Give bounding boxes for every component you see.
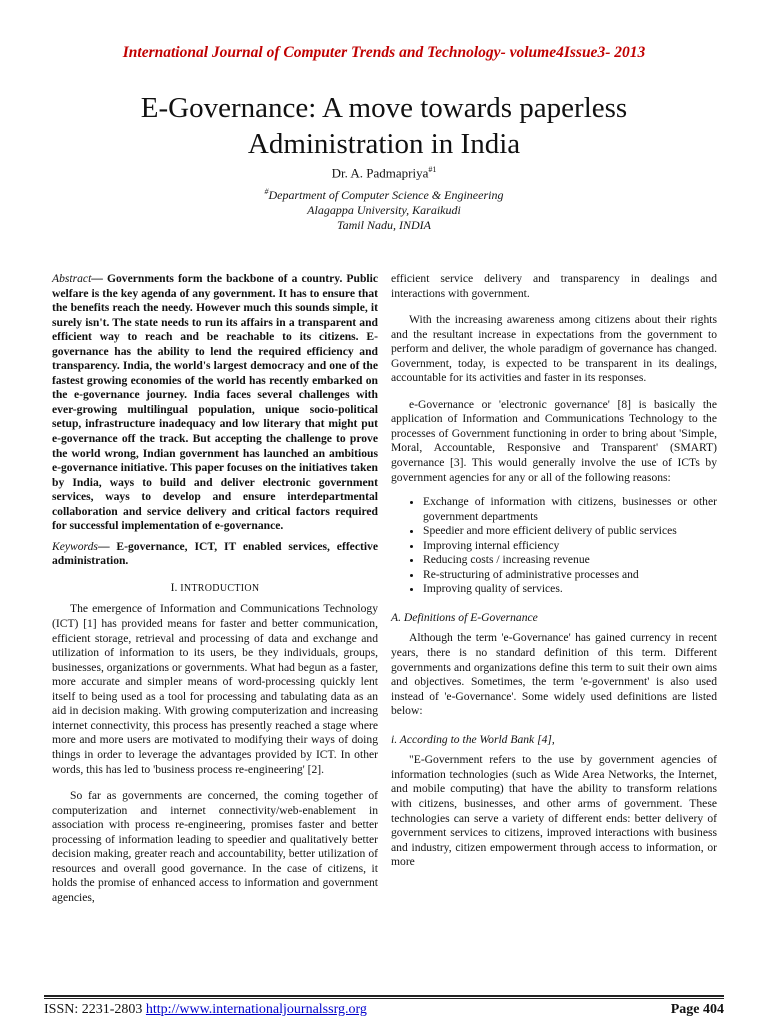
keywords-label: Keywords (52, 539, 98, 553)
affiliation-department: #Department of Computer Science & Engineering (264, 187, 504, 202)
abstract (52, 272, 378, 534)
right-paragraph-3: e-Governance or 'electronic governance' [8] is basically the application of Information and Communications Technology to the processes of Government functioning in order to bring about 'Simple, Moral, Accountable, Responsive and Transparent' (SMART) governance [3]. This would generally involve the use of ICTs by government agencies for any or all of the following reasons: (391, 397, 717, 484)
author-superscript: #1 (428, 165, 437, 174)
keywords-text: — E-governance, ICT, IT enabled services, effective administration. (52, 539, 378, 568)
affiliation-university: Alagappa University, Karaikudi (307, 203, 461, 217)
author-name: Dr. A. Padmapriya (331, 165, 429, 181)
author (0, 165, 768, 181)
footer-url-link[interactable]: http://www.internationaljournalssrg.org (145, 1002, 367, 1017)
list-item: • Reducing costs / increasing revenue (423, 553, 717, 568)
section-heading-introduction: I. INTRODUCTION (170, 580, 260, 594)
keywords (52, 540, 378, 569)
title-line-1: E-Governance: A move towards paperless (140, 92, 628, 124)
list-item: • Improving quality of services. (423, 582, 717, 597)
right-paragraph-4: Although the term 'e-Governance' has gained currency in recent years, there is no standard definition of this term. Different governments and organizations define this term to suit their own aims and objectives. Sometimes, the term 'e-government' is also used instead of 'e-Governance'. Some widely used definitions are listed below: (391, 631, 717, 718)
footer-divider (44, 995, 724, 997)
affiliation-location: Tamil Nadu, INDIA (337, 218, 431, 232)
title-line-2: Administration in India (247, 128, 521, 160)
footer-divider-thin (44, 998, 724, 999)
paper-title (0, 90, 768, 162)
journal-header: International Journal of Computer Trends and Technology- volume4Issue3- 2013 (122, 44, 646, 61)
subsection-heading-definitions: A. Definitions of E-Governance (391, 610, 538, 624)
right-paragraph-1: efficient service delivery and transparency in dealings and interactions with government. (391, 272, 717, 300)
footer-page-number: Page 404 (670, 1002, 724, 1017)
intro-paragraph-2: So far as governments are concerned, the coming together of computerization and internet connectivity/web-enablement in association with process re-engineering, promises faster and better processing of information leading to speedier and qualitatively better decision making, greater reach and accountability, better utilization of resources and overall good governance. In the case of citizens, it holds the promise of enhanced access to information and government agencies, (52, 789, 378, 904)
left-column (52, 272, 378, 905)
abstract-text: — Governments form the backbone of a country. Public welfare is the key agenda of any government. It has to ensure that the benefits reach the needy. However much this sounds simple, it surely isn't. The state needs to run its affairs in a transparent and efficient way to reach and be reachable to its citizens. E-governance has the ability to lend the required efficiency and transparency. India, the world's largest democracy and one of the fastest growing economies of the world has recently embarked on the e-governance journey. India faces several challenges with ever-growing multilingual population, unique socio-political setup, infrastructure inadequacy and low literary that might put e-governance off the track. But accepting the challenge to prove the world wrong, Indian government has launched an ambitious e-governance initiative. This paper focuses on the initiatives taken by India, ways to build and deliver electronic government services, ways to develop and ensure interdepartmental collaboration and service delivery and critical factors required for successful implementation of e-governance. (52, 272, 378, 533)
abstract-label: Abstract (52, 272, 92, 285)
list-item: • Re-structuring of administrative processes and (423, 568, 717, 583)
intro-paragraph-1: The emergence of Information and Communications Technology (ICT) [1] has provided means for faster and better communication, efficient storage, retrieval and processing of data and exchange and utilization of information to its users, be they individuals, groups, businesses, organizations or governments. What had begun as a faster, more accurate and simpler means of word-processing quickly lent itself to being used as a tool for processing and tabulating data as an aid in decision making. With growing computerization and increasing internet connectivity, this process has presently reached a stage where more and more users are motivated to modifying their ways of doing things in order to leverage the advantages provided by ICT. In other words, this has led to 'business process re-engineering' [2]. (52, 602, 378, 776)
right-paragraph-5: "E-Government refers to the use by government agencies of information technologies (such as Wide Area Networks, the Internet, and mobile computing) that have the ability to transform relations with citizens, businesses, and other arms of government. These technologies can serve a variety of different ends: better delivery of government services to citizens, improved interactions with business and industry, citizen empowerment through access to information, or more (391, 753, 717, 869)
list-item: • Improving internal efficiency (423, 539, 717, 554)
right-paragraph-2: With the increasing awareness among citizens about their rights and the resultant increase in expectations from the government to perform and deliver, the whole paradigm of governance has changed. Government, today, is expected to be transparent in its dealings, accountable for its activities and faster in its responses. (391, 313, 717, 385)
subsection-heading-world-bank: i. According to the World Bank [4], (391, 732, 555, 746)
footer-left (44, 1002, 367, 1018)
affiliation-superscript: # (264, 187, 269, 196)
affiliation (0, 184, 768, 233)
footer-issn: ISSN: 2231-2803 (44, 1002, 143, 1017)
reasons-list (391, 495, 717, 597)
right-column (391, 272, 717, 870)
list-item: • Exchange of information with citizens, businesses or other government departments (423, 495, 717, 524)
list-item: • Speedier and more efficient delivery of public services (423, 524, 717, 539)
